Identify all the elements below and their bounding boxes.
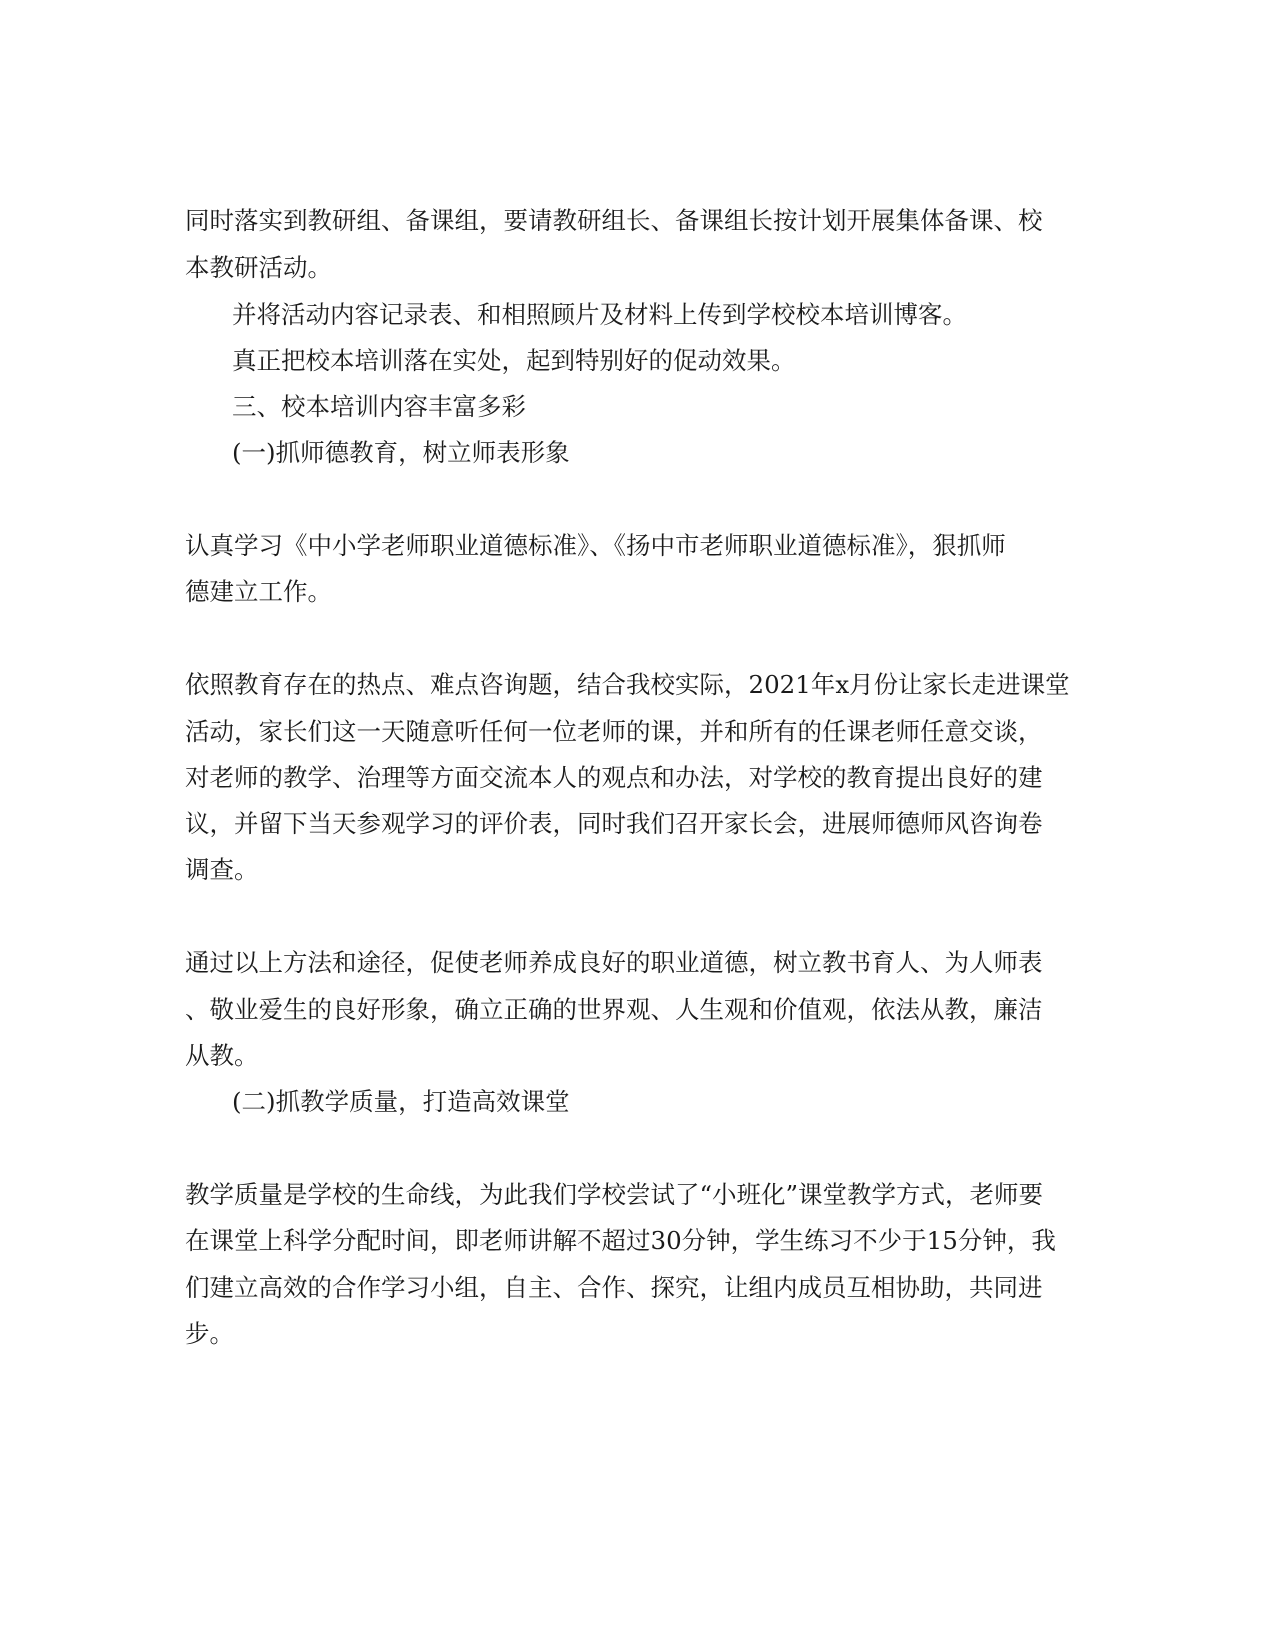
text-line: 教学质量是学校的生命线，为此我们学校尝试了“小班化”课堂教学方式，老师要 — [185, 1180, 1044, 1209]
text-line: 认真学习《中小学老师职业道德标准》、《扬中市老师职业道德标准》，狠抓师 — [185, 531, 1006, 560]
text-line: 本教研活动。 — [185, 253, 332, 282]
text-line: 真正把校本培训落在实处，起到特别好的促动效果。 — [232, 346, 796, 375]
text-line: 在课堂上科学分配时间，即老师讲解不超过30分钟，学生练习不少于15分钟，我 — [185, 1226, 1056, 1255]
text-line: 、敬业爱生的良好形象，确立正确的世界观、人生观和价值观，依法从教，廉洁 — [185, 995, 1043, 1024]
text-line: 议，并留下当天参观学习的评价表，同时我们召开家长会，进展师德师风咨询卷 — [185, 809, 1043, 838]
subsection-heading: (一)抓师德教育，树立师表形象 — [232, 438, 570, 467]
text-line: 从教。 — [185, 1041, 259, 1070]
text-line: 依照教育存在的热点、难点咨询题，结合我校实际，2021年x月份让家长走进课堂 — [185, 670, 1070, 699]
text-line: 同时落实到教研组、备课组，要请教研组长、备课组长按计划开展集体备课、校 — [185, 206, 1043, 235]
text-line: 活动，家长们这一天随意听任何一位老师的课，并和所有的任课老师任意交谈， — [185, 717, 1043, 746]
text-line: 调查。 — [185, 855, 259, 884]
text-line: 德建立工作。 — [185, 577, 332, 606]
text-line: 并将活动内容记录表、和相照顾片及材料上传到学校校本培训博客。 — [232, 300, 967, 329]
text-line: 步。 — [185, 1319, 234, 1348]
text-line: 对老师的教学、治理等方面交流本人的观点和办法，对学校的教育提出良好的建 — [185, 763, 1043, 792]
section-heading: 三、校本培训内容丰富多彩 — [232, 392, 526, 421]
text-line: 们建立高效的合作学习小组，自主、合作、探究，让组内成员互相协助，共同进 — [185, 1273, 1043, 1302]
subsection-heading: (二)抓教学质量，打造高效课堂 — [232, 1087, 570, 1116]
text-line: 通过以上方法和途径，促使老师养成良好的职业道德，树立教书育人、为人师表 — [185, 948, 1043, 977]
